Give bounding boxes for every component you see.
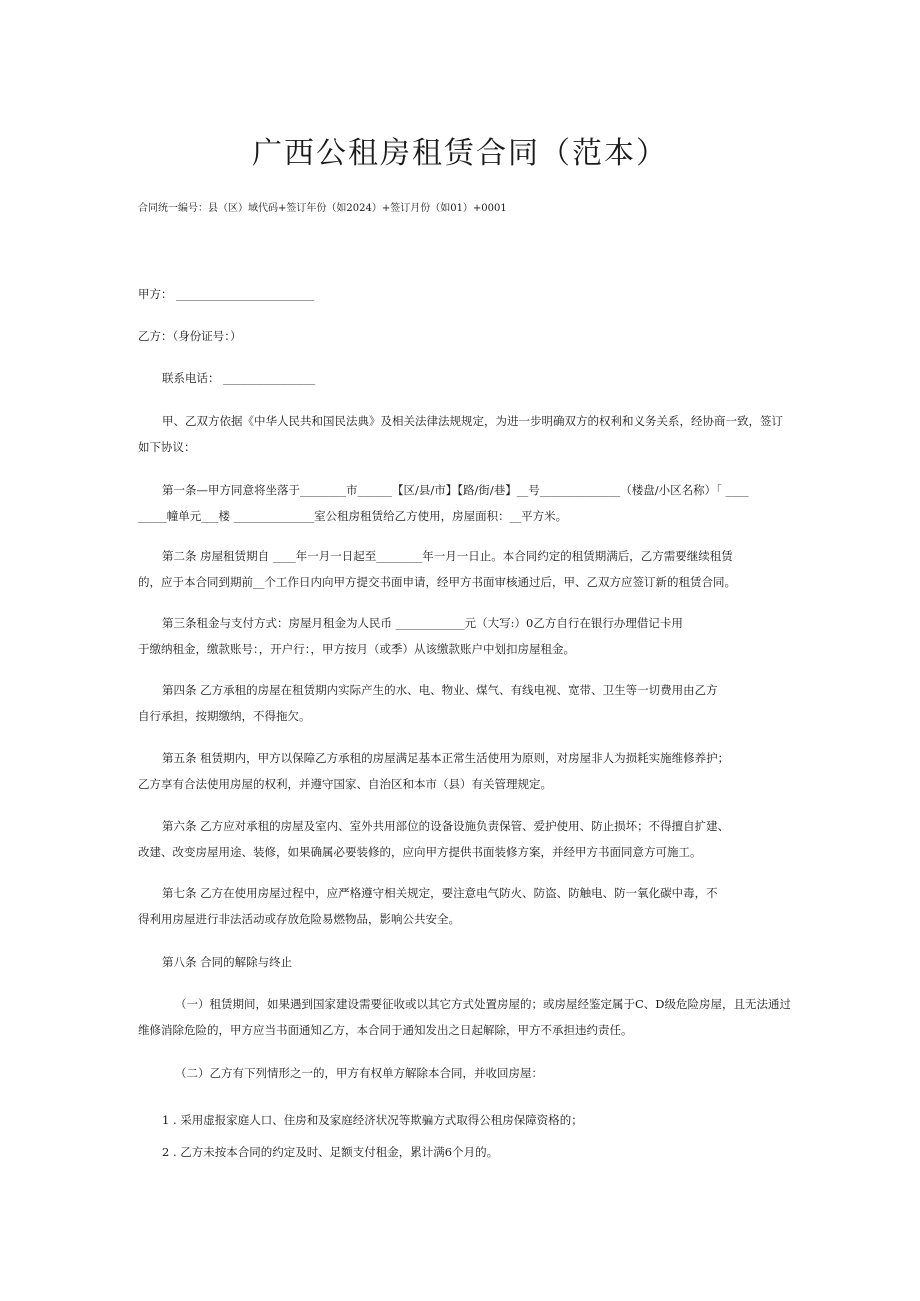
article8-sub1-line-2: 维修消除危险的，甲方应当书面通知乙方，本合同于通知发出之日起解除，甲方不承担违约责任。 <box>138 1023 633 1037</box>
article5-line-2: 乙方享有合法使用房屋的权利，并遵守国家、自治区和本市（县）有关管理规定。 <box>138 777 552 791</box>
party-b-line: 乙方：（身份证号：） <box>138 329 242 343</box>
article8-sub1-line-1: （一）租赁期间，如果遇到国家建设需要征收或以其它方式处置房屋的；或房屋经鉴定属于C、D级危险房屋，且无法通过 <box>175 997 792 1011</box>
list-item-2: 2 . 乙方未按本合同的约定及时、足额支付租金，累计满6个月的。 <box>162 1145 499 1159</box>
article8-heading: 第八条 合同的解除与终止 <box>162 955 293 969</box>
article2-line-2: 的，应于本合同到期前__个工作日内向甲方提交书面申请，经甲方书面审核通过后，甲、乙双方应签订新的租赁合同。 <box>138 575 736 589</box>
article1-line-2: _____幢单元___楼 ______________室公租房租赁给乙方使用，房屋面积：__平方米。 <box>138 509 568 523</box>
article4-line-1: 第四条 乙方承租的房屋在租赁期内实际产生的水、电、物业、煤气、有线电视、宽带、卫生等一切费用由乙方 <box>162 683 718 697</box>
preamble-line-2: 如下协议： <box>138 440 196 454</box>
article3-line-1: 第三条租金与支付方式：房屋月租金为人民币 ____________元（大写:）0乙方自行在银行办理借记卡用 <box>162 616 683 630</box>
article8-sub2: （二）乙方有下列情形之一的，甲方有权单方解除本合同，并收回房屋： <box>175 1066 543 1080</box>
article6-line-1: 第六条 乙方应对承租的房屋及室内、室外共用部位的设备设施负责保管、爱护使用、防止损坏；不得擅自扩建、 <box>162 819 730 833</box>
preamble-line-1: 甲、乙双方依据《中华人民共和国民法典》及相关法律法规规定，为进一步明确双方的权利和义务关系，经协商一致，签订 <box>162 414 783 428</box>
article7-line-2: 得利用房屋进行非法活动或存放危险易燃物品，影响公共安全。 <box>138 912 460 926</box>
phone-line: 联系电话： ________________ <box>162 371 316 385</box>
article4-line-2: 自行承担，按期缴纳，不得拖欠。 <box>138 709 311 723</box>
article3-line-2: 于缴纳租金，缴款账号：，开户行：，甲方按月（或季）从该缴款账户中划扣房屋租金。 <box>138 642 575 656</box>
contract-code-line: 合同统一编号：县（区）域代码+签订年份（如2024）+签订月份（如01）+0001 <box>138 203 507 214</box>
article2-line-1: 第二条 房屋租赁期自 ____年一月一日起至________年一月一日止。本合同约定的租赁期满后，乙方需要继续租赁 <box>162 549 733 563</box>
article5-line-1: 第五条 租赁期内，甲方以保障乙方承租的房屋满足基本正常生活使用为原则，对房屋非人为损耗实施维修养护； <box>162 751 730 765</box>
party-a-line: 甲方： ________________________ <box>138 287 315 301</box>
article7-line-1: 第七条 乙方在使用房屋过程中，应严格遵守相关规定，要注意电气防火、防盗、防触电、防一氧化碳中毒，不 <box>162 886 718 900</box>
article1-line-1: 第一条—甲方同意将坐落于________市______【区/县/市】【路/街/巷】__号______________（楼盘/小区名称）「 ____ <box>162 483 749 497</box>
page-title: 广西公租房租赁合同（范本） <box>252 136 668 171</box>
list-item-1: 1 . 采用虚报家庭人口、住房和及家庭经济状况等欺骗方式取得公租房保障资格的； <box>162 1113 583 1127</box>
article6-line-2: 改建、改变房屋用途、装修，如果确属必要装修的，应向甲方提供书面装修方案，并经甲方书面同意方可施工。 <box>138 845 702 859</box>
